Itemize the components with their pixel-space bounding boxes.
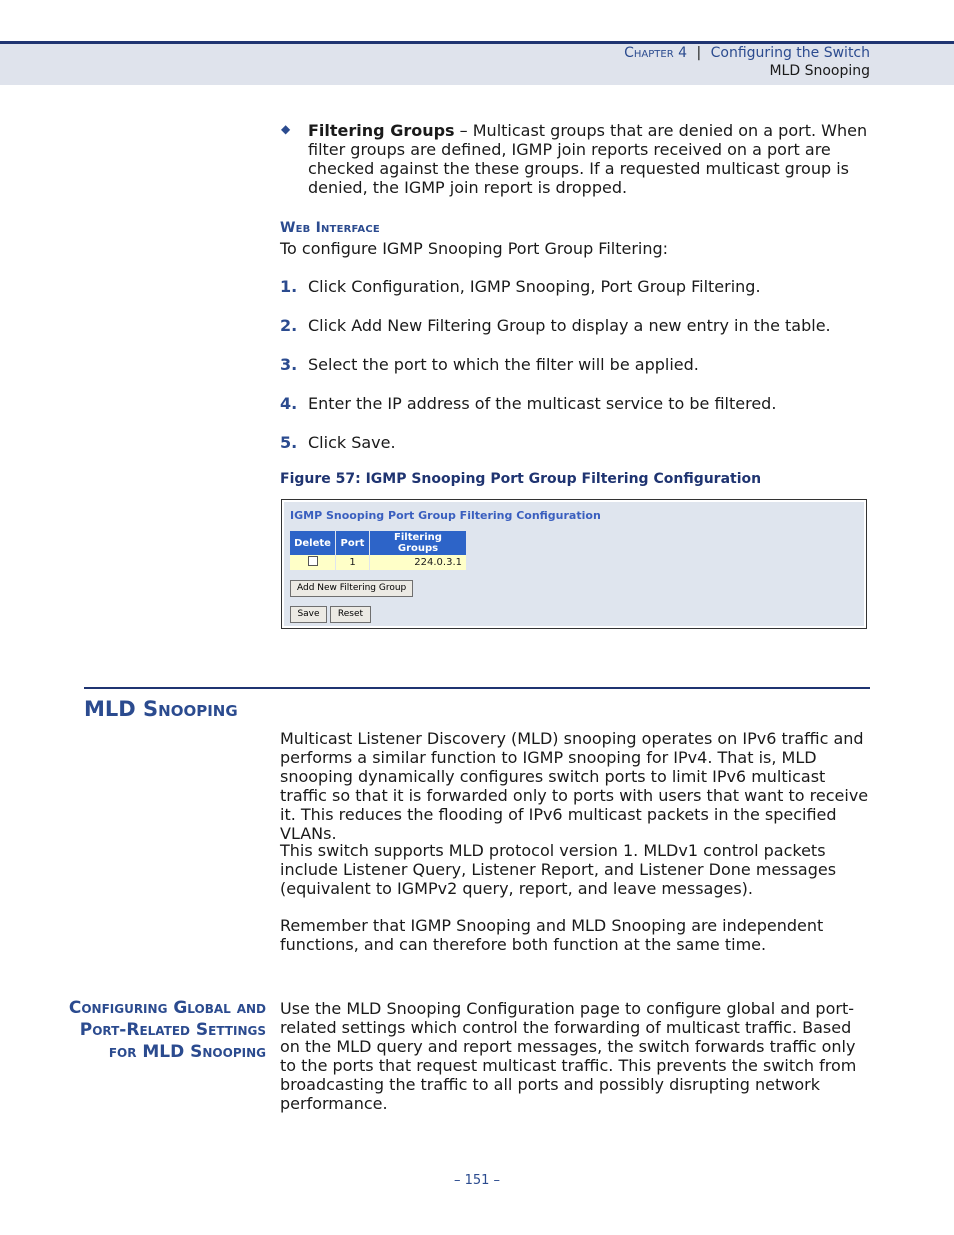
- chapter-label: Chapter 4: [624, 45, 688, 61]
- step-number: 4.: [280, 394, 298, 413]
- section-label: MLD Snooping: [769, 63, 870, 79]
- step-text: Click Add New Filtering Group to display a new entry in the table.: [308, 316, 831, 335]
- step-text: Click Configuration, IGMP Snooping, Port Group Filtering.: [308, 277, 761, 296]
- step-number: 1.: [280, 277, 298, 296]
- save-button[interactable]: Save: [290, 606, 327, 623]
- web-interface-intro: To configure IGMP Snooping Port Group Filtering:: [280, 239, 669, 258]
- web-interface-heading: Web Interface: [280, 220, 380, 236]
- subsection-paragraph: Use the MLD Snooping Configuration page to configure global and port-related settings which control the forwarding of multicast traffic. Based on the MLD query and report messages, the switch forwards traffic only to the ports that request multicast traffic. This prevents the switch from broadcasting the traffic to all ports and possibly disrupting network performance.: [280, 999, 857, 1113]
- section-divider: [84, 687, 870, 689]
- section-title: MLD Snooping: [84, 697, 238, 721]
- column-header-port: Port: [336, 531, 370, 555]
- panel-title: IGMP Snooping Port Group Filtering Configuration: [290, 509, 601, 522]
- chapter-title: Configuring the Switch: [710, 45, 870, 61]
- step-text: Enter the IP address of the multicast service to be filtered.: [308, 394, 777, 413]
- delete-cell: [290, 555, 336, 570]
- figure-caption: Figure 57: IGMP Snooping Port Group Filtering Configuration: [280, 471, 762, 487]
- filtering-group-cell: 224.0.3.1: [370, 555, 467, 570]
- config-panel: [284, 502, 864, 626]
- delete-checkbox[interactable]: [308, 556, 318, 566]
- port-cell: 1: [336, 555, 370, 570]
- mld-paragraph-1: Multicast Listener Discovery (MLD) snooping operates on IPv6 traffic and performs a similar function to IGMP snooping for IPv4. That is, MLD snooping dynamically configures switch ports to limit IPv6 multicast traffic so that it is forwarded only to ports with users that want to receive it. This reduces the flooding of IPv6 multicast packets in the specified VLANs.: [280, 729, 869, 843]
- bullet-paragraph: [308, 121, 868, 197]
- filtering-table: [290, 531, 467, 570]
- add-new-filtering-group-button[interactable]: Add New Filtering Group: [290, 580, 413, 597]
- table-row: [290, 555, 467, 570]
- mld-paragraph-2: This switch supports MLD protocol version 1. MLDv1 control packets include Listener Query, Listener Report, and Listener Done messages (equivalent to IGMPv2 query, report, and leave messages).: [280, 841, 837, 898]
- page-number: – 151 –: [453, 1173, 501, 1188]
- header-separator: |: [696, 45, 702, 61]
- step-number: 2.: [280, 316, 298, 335]
- figure-screenshot: [281, 499, 867, 629]
- step-text: Click Save.: [308, 433, 396, 452]
- diamond-bullet-icon: ◆: [281, 122, 291, 136]
- step-number: 5.: [280, 433, 298, 452]
- step-number: 3.: [280, 355, 298, 374]
- column-header-filtering-groups: Filtering Groups: [370, 531, 467, 555]
- bullet-term: Filtering Groups: [308, 121, 455, 140]
- step-text: Select the port to which the filter will be applied.: [308, 355, 699, 374]
- mld-paragraph-3: Remember that IGMP Snooping and MLD Snooping are independent functions, and can therefore both function at the same time.: [280, 916, 824, 954]
- column-header-delete: Delete: [290, 531, 336, 555]
- subsection-heading: Configuring Global and Port-Related Settings for MLD Snooping: [68, 998, 266, 1062]
- bullet-body: – Multicast groups that are denied on a port. When filter groups are defined, IGMP join reports received on a port are checked against the these groups. If a requested multicast group is denied, the IGMP join report is dropped.: [308, 121, 868, 197]
- table-header-row: [290, 531, 467, 555]
- running-header: [624, 45, 870, 61]
- reset-button[interactable]: Reset: [330, 606, 371, 623]
